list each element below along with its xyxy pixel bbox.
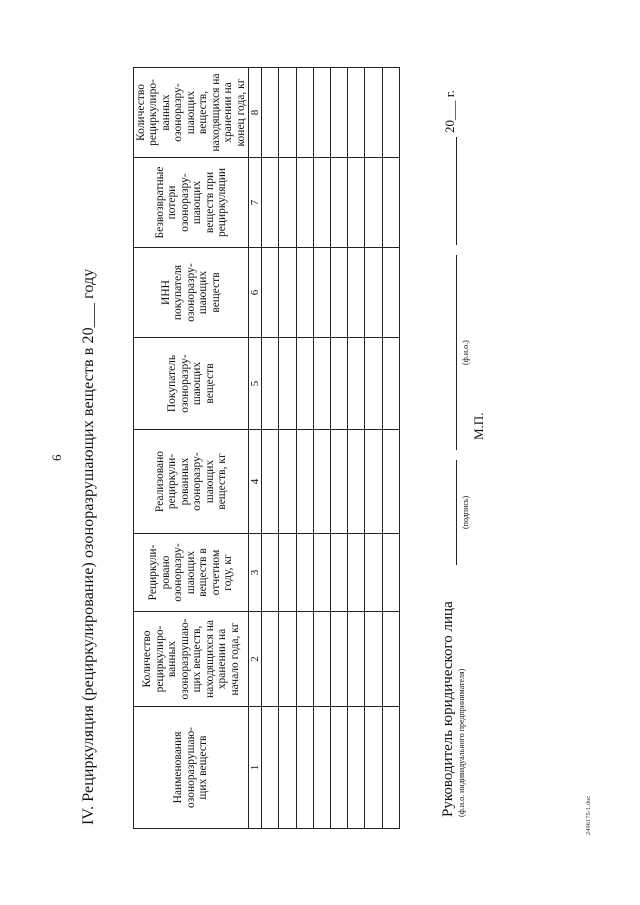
- column-number: 8: [249, 68, 262, 158]
- header-cell: Безвозвратные потери озоноразру- шающих веществ при рециркуляции: [134, 158, 249, 248]
- header-cell: ИНН покупателя озоноразру- шающих веществ: [134, 248, 249, 338]
- column-number: 6: [249, 248, 262, 338]
- column-number: 4: [249, 430, 262, 534]
- stamp-label: М.П.: [471, 412, 486, 440]
- footer-filename: 2496175-1.doc: [585, 795, 592, 835]
- header-cell: Наименования озоноразрушаю- щих веществ: [134, 707, 249, 829]
- page-number: 6: [49, 454, 64, 461]
- signature-line: [456, 460, 457, 565]
- header-cell: Количество рециркулиро- ванных озоноразру- шающих веществ, находящихся на хранении на конец года, кг: [134, 68, 249, 158]
- section-title: IV. Рециркуляция (рециркулирование) озоноразрушающих веществ в 20___ году: [80, 268, 97, 825]
- empty-row: [348, 68, 365, 829]
- name-line: [456, 255, 457, 450]
- recirculation-table: [133, 67, 400, 829]
- column-number: 1: [249, 707, 262, 829]
- header-cell: Покупатель озоноразру- шающих веществ: [134, 338, 249, 430]
- empty-row: [331, 68, 348, 829]
- column-number: 5: [249, 338, 262, 430]
- empty-row: [365, 68, 382, 829]
- date-line: [456, 137, 457, 245]
- column-number-row: [249, 68, 262, 829]
- empty-row: [279, 68, 296, 829]
- empty-row: [262, 68, 279, 829]
- date-text: 20___ г.: [442, 90, 457, 133]
- empty-row: [382, 68, 399, 829]
- signer-label: Руководитель юридического лица: [440, 601, 456, 817]
- signer-sublabel: (ф.и.о. индивидуального предпринимателя): [457, 668, 466, 817]
- header-cell: Количество рециркулиро- ванных озоноразрушаю- щих веществ, находящихся на хранении на начало года, кг: [134, 612, 249, 707]
- header-row: [134, 68, 249, 829]
- column-number: 7: [249, 158, 262, 248]
- name-caption: (ф.и.о.): [461, 340, 470, 365]
- signature-caption: (подпись): [461, 495, 470, 529]
- header-cell: Рециркули- ровано озоноразру- шающих веществ в отчетном году, кг: [134, 534, 249, 612]
- column-number: 3: [249, 534, 262, 612]
- empty-row: [313, 68, 330, 829]
- column-number: 2: [249, 612, 262, 707]
- header-cell: Реализовано рециркули- рованных озоноразру- шающих веществ, кг: [134, 430, 249, 534]
- empty-row: [296, 68, 313, 829]
